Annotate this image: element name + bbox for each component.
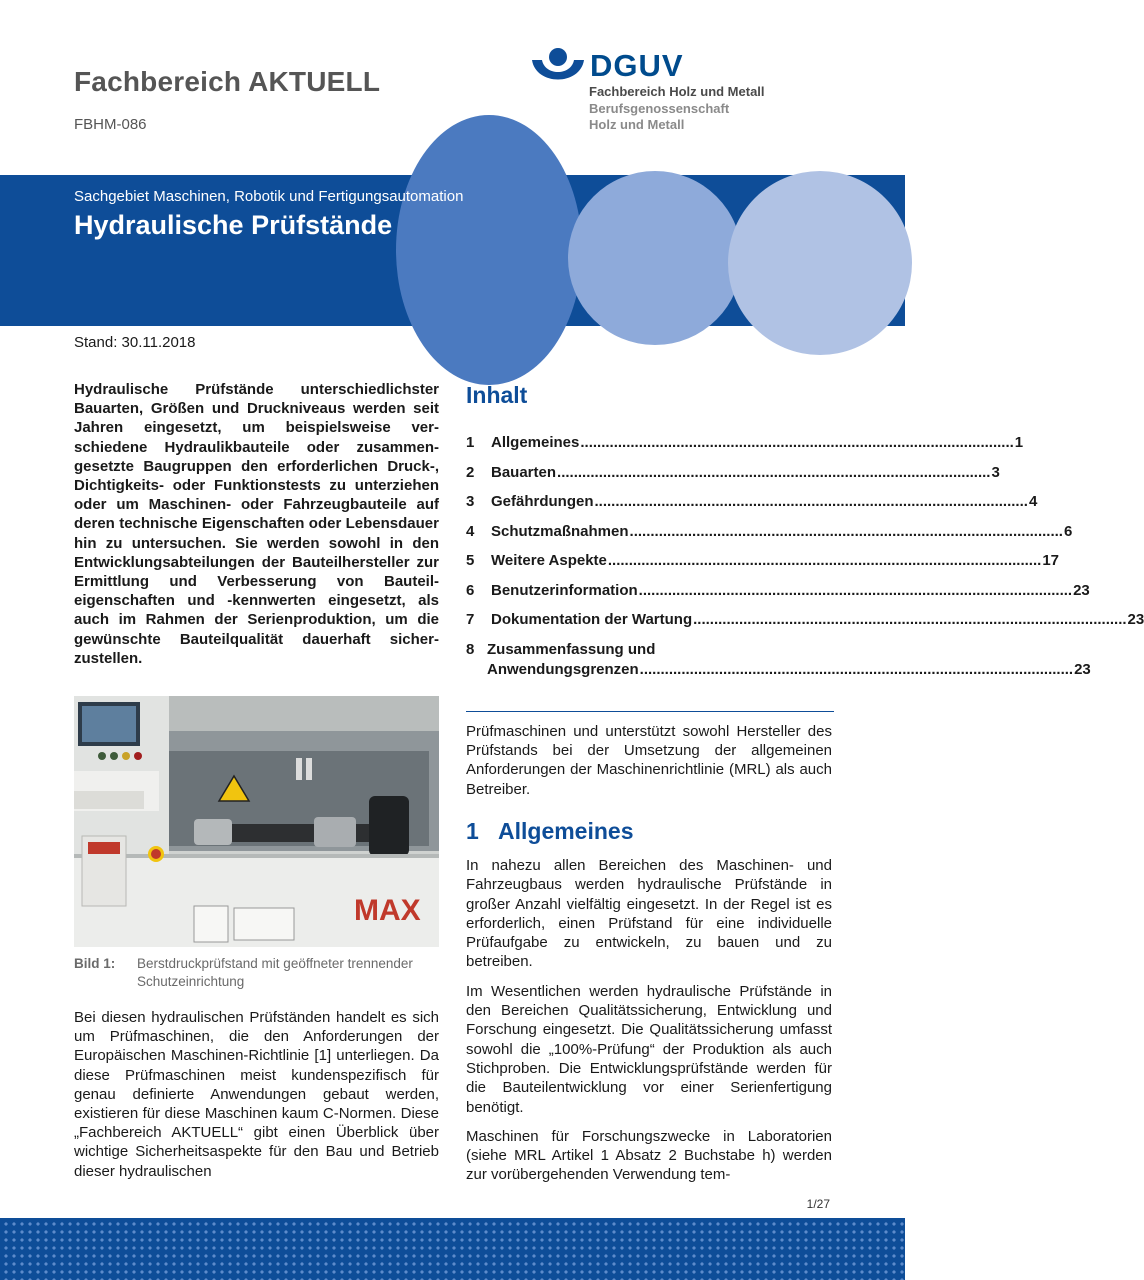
page-title: Hydraulische Prüfstände [74,210,393,240]
intro-paragraph: Hydraulische Prüfstände unterschiedlichster Bauarten, Größen und Druckniveaus werden seit Jahren eingesetzt, um beispielsweise verschiedene Hydraulikbauteile oder zusammengesetzte Baugruppen den erforderlichen Druck-, Dichtigkeits- oder Funktionstests zu unterziehen oder um Maschinen- oder Fahrzeugbauteile auf deren technische Eigenschaften oder Lebensdauer hin zu untersuchen. Sie werden sowohl in den Entwicklungsabteilungen der Bauteilhersteller zur Ermittlung und Verbesserung von Bauteileigenschaften und -kennwerten eingesetzt, als auch im Rahmen der Serienproduktion, um die gewünschte Bauteilqualität dauerhaft sicherzustellen. [74,381,439,667]
section-body [466,856,832,1195]
toc-leader-dots: ........................................................................................................ [629,522,1063,540]
logo-subtitle-1: Fachbereich Holz und Metall [589,84,765,99]
toc-item-number: 3 [466,493,475,510]
toc-leader-dots: ........................................................................................................ [638,581,1073,599]
toc-item[interactable] [466,552,1059,582]
toc-item-label: Dokumentation der Wartung [491,611,693,628]
dguv-logo [530,46,830,146]
logo-subtitle-2: Berufsgenossenschaft [589,101,730,116]
toc-item-number: 5 [466,552,475,569]
toc-item-page: 1 [1014,434,1024,451]
toc-item-page: 3 [991,463,1000,481]
test-bench-illustration [74,696,439,947]
toc-item[interactable] [466,611,1144,641]
title-banner [0,175,905,326]
banner-circle-decoration [728,171,912,355]
toc-item[interactable] [466,641,832,661]
toc-item[interactable] [466,434,1024,464]
body-paragraph-left: Bei diesen hydraulischen Prüfständen handelt es sich um Prüfmaschinen, die den Anforderungen der Europäischen Maschinen-Richtlinie [1] unterliegen. Da diese Prüfmaschinen meist kundenspezifisch für genau definierte Anwendungen gebaut werden, existieren für diese Maschinen kaum C-Normen. Diese „Fachbereich AKTUELL“ gibt einen Überblick über wichtige Sicherheitsaspekte für den Bau und Betrieb dieser hydraulischen [74,1009,439,1180]
logo-name: DGUV [590,48,684,83]
toc-item-label: Schutzmaßnahmen [491,522,629,540]
toc-item-number: 8 [466,640,475,658]
body-paragraph-right: Prüfmaschinen und unterstützt sowohl Hersteller des Prüfstands bei der Umsetzung der allgemeinen Anforderungen der Maschinenrichtlinie (MRL) als auch Betreiber. [466,723,832,798]
toc-heading: Inhalt [466,382,528,408]
document-date: Stand: 30.11.2018 [74,334,196,351]
page-number: 1/27 [806,1197,830,1211]
toc-leader-dots: ........................................................................................................ [557,463,991,481]
toc-leader-dots: ........................................................................................................ [580,434,1014,451]
toc-item[interactable] [466,493,1038,523]
toc-leader-dots: ........................................................................................................ [607,552,1042,569]
table-of-contents [466,434,1144,690]
toc-item-number: 1 [466,434,475,451]
toc-item-label: Allgemeines [491,434,580,451]
toc-leader-dots: ........................................................................................................ [693,611,1127,628]
banner-subtitle: Sachgebiet Maschinen, Robotik und Fertigungsautomation [74,188,464,205]
toc-item-number: 7 [466,611,475,628]
toc-item-page: 17 [1042,552,1059,569]
section-paragraph: Im Wesentlichen werden hydraulische Prüfstände in den Bereichen Qualitätssicherung, Entwicklung und Forschung eingesetzt. Die Qualitätssicherung umfasst sowohl die „100%-Prüfung“ der Produktion als auch Stichproben. Die Entwicklungsprüfstände werden für die Bauteilentwicklung vor einer Serienfertigung benötigt. [466,982,832,1116]
banner-circle-decoration [396,115,582,385]
banner-circle-decoration [568,171,742,345]
document-series-title: Fachbereich AKTUELL [74,66,381,97]
toc-item-continuation[interactable] [466,660,1091,691]
toc-item[interactable] [466,522,1073,553]
toc-item-number: 2 [466,463,475,481]
toc-leader-dots: ........................................................................................................ [594,493,1028,510]
section-paragraph: In nahezu allen Bereichen des Maschinen- und Fahrzeugbaus werden hydraulische Prüfstände in großer Anzahl vielfältig eingesetzt. In der Regel ist es erforderlich, einen Prüfstand für eine individuelle Prüfaufgabe zu entwickeln, zu bauen und zu betreiben. [466,857,832,971]
toc-divider [466,711,834,712]
toc-item-page: 23 [1127,611,1144,628]
toc-item-page: 23 [1074,660,1091,678]
toc-item-page: 6 [1063,522,1073,540]
test-bench-photo [74,696,439,947]
section-heading [466,818,634,845]
section-title: Allgemeines [498,818,634,844]
toc-item[interactable] [466,463,1000,494]
toc-item-label: Zusammenfassung und [487,640,656,658]
machine-brand-text: MAX [354,894,421,927]
toc-item-label: Weitere Aspekte [491,552,607,569]
toc-item-label: Bauarten [491,463,557,481]
dguv-logo-icon [530,46,586,96]
section-number: 1 [466,818,479,844]
section-paragraph: Maschinen für Forschungszwecke in Laboratorien (siehe MRL Artikel 1 Absatz 2 Buchstabe h) werden zur vorübergehenden Verwendung tem- [466,1127,832,1184]
toc-item-page: 23 [1073,581,1090,599]
toc-item-label: Benutzerinformation [491,581,638,599]
toc-item-page: 4 [1028,493,1038,510]
toc-item[interactable] [466,581,1090,612]
footer-dot-pattern [0,1218,905,1280]
toc-leader-dots: ........................................................................................................ [639,660,1074,678]
figure-label: Bild 1: [74,956,116,971]
figure-caption-text: Berstdruckprüfstand mit geöffneter trennender Schutzeinrichtung [137,956,413,989]
document-code: FBHM-086 [74,116,147,133]
toc-item-number: 4 [466,522,475,540]
toc-item-label: Anwendungsgrenzen [487,660,639,678]
logo-subtitle-3: Holz und Metall [589,117,685,132]
toc-item-label: Gefährdungen [491,493,594,510]
toc-item-number: 6 [466,581,475,599]
